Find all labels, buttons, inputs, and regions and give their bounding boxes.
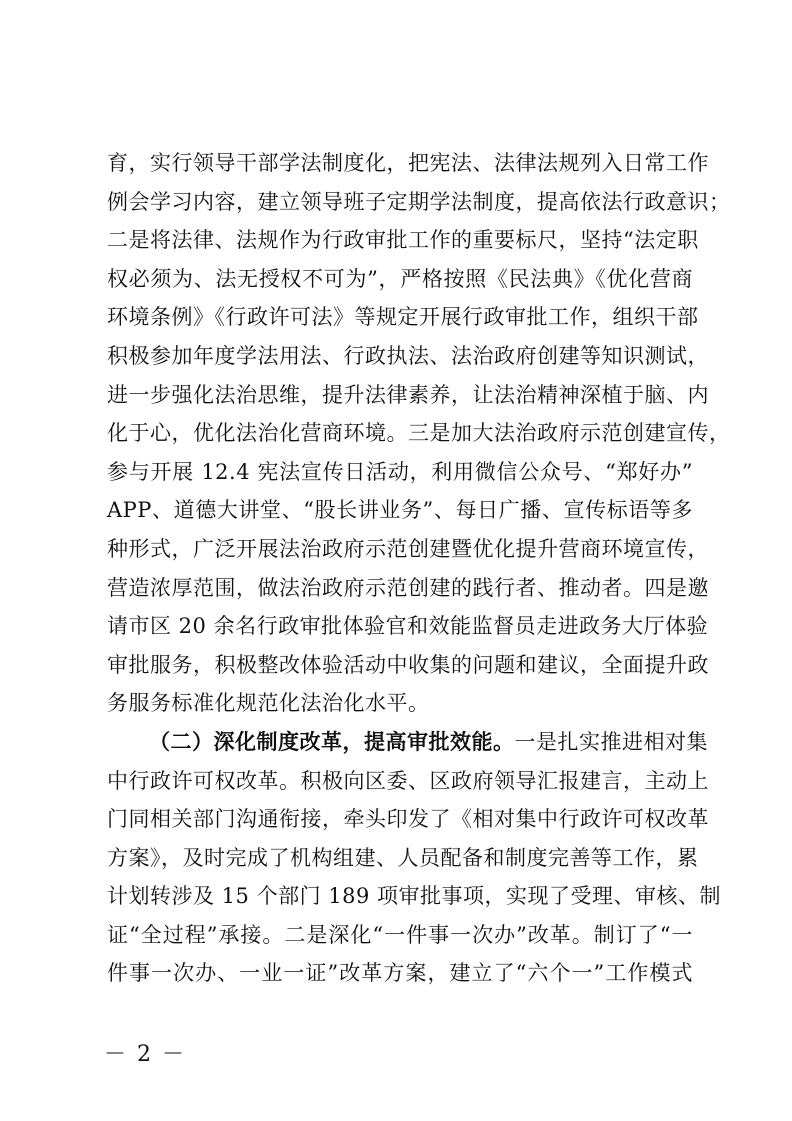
page-number: － 2 －	[104, 1042, 186, 1067]
text-line: 权必须为、法无授权不可为”，严格按照《民法典》《优化营商	[107, 266, 693, 291]
text-line: 证“全过程”承接。二是深化“一件事一次办”改革。制订了“一	[107, 922, 693, 947]
text-line: 环境条例》《行政许可法》等规定开展行政审批工作，组织干部	[107, 305, 699, 330]
text-line: 进一步强化法治思维，提升法律素养，让法治精神深植于脑、内	[107, 382, 709, 407]
text-line: 二是将法律、法规作为行政审批工作的重要标尺，坚持“法定职	[107, 228, 699, 253]
section-heading-continuation: 一是扎实推进相对集	[514, 729, 708, 754]
text-line: APP、道德大讲堂、“股长讲业务”、每日广播、宣传标语等多	[107, 498, 693, 523]
text-line: 例会学习内容，建立领导班子定期学法制度，提高依法行政意识；	[107, 189, 731, 214]
section-heading-line	[107, 723, 708, 762]
text-line: 门同相关部门沟通衔接，牵头印发了《相对集中行政许可权改革	[107, 807, 709, 832]
text-line: 请市区 20 余名行政审批体验官和效能监督员走进政务大厅体验	[107, 614, 709, 639]
text-line: 参与开展 12.4 宪法宣传日活动，利用微信公众号、“郑好办”	[107, 459, 693, 484]
body-text	[107, 144, 731, 993]
text-line: 件事一次办、一业一证”改革方案，建立了“六个一”工作模式	[107, 961, 693, 986]
text-line: 化于心，优化法治化营商环境。三是加大法治政府示范创建宣传，	[107, 421, 731, 446]
section-heading: （二）深化制度改革，提高审批效能。	[149, 729, 515, 754]
text-line: 育，实行领导干部学法制度化，把宪法、法律法规列入日常工作	[107, 151, 709, 175]
text-line: 种形式，广泛开展法治政府示范创建暨优化提升营商环境宣传，	[107, 536, 709, 561]
text-line: 中行政许可权改革。积极向区委、区政府领导汇报建言，主动上	[107, 768, 709, 793]
text-line: 计划转涉及 15 个部门 189 项审批事项，实现了受理、审核、制	[107, 884, 722, 909]
text-line: 方案》，及时完成了机构组建、人员配备和制度完善等工作，累	[107, 845, 699, 870]
text-line: 积极参加年度学法用法、行政执法、法治政府创建等知识测试，	[107, 343, 709, 368]
text-line: 营造浓厚范围，做法治政府示范创建的践行者、推动者。四是邀	[107, 575, 709, 600]
text-line: 务服务标准化规范化法治化水平。	[107, 691, 430, 716]
text-line: 审批服务，积极整改体验活动中收集的问题和建议，全面提升政	[107, 652, 709, 677]
